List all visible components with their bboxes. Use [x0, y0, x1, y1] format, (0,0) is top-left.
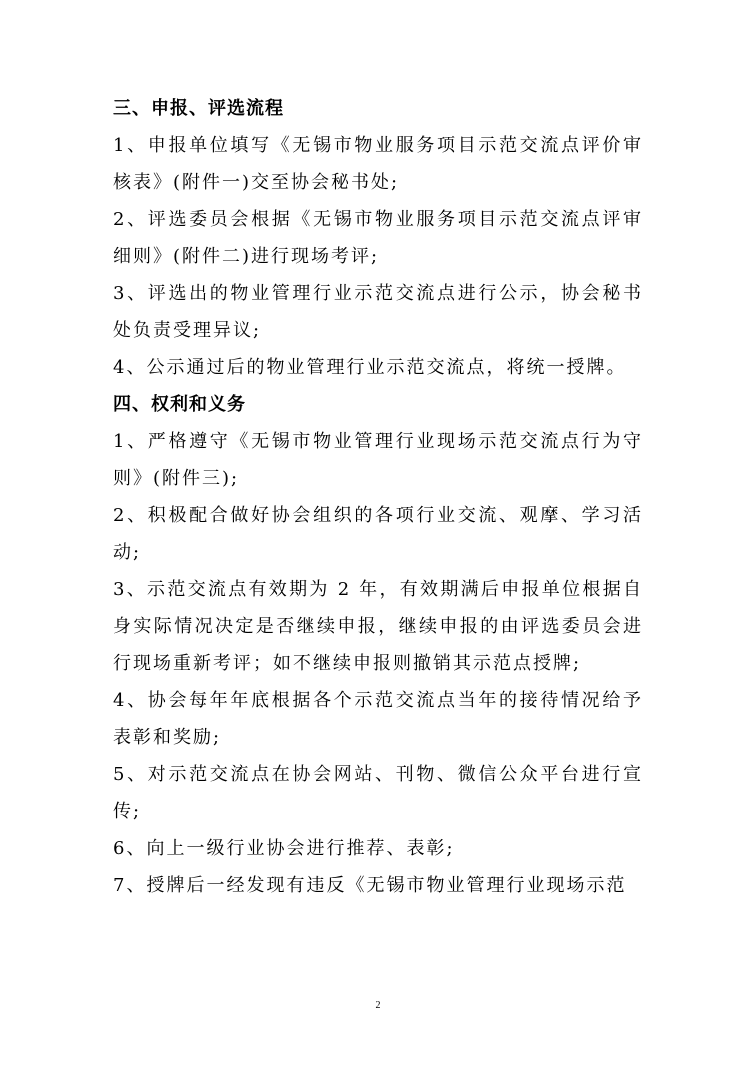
paragraph-process-4: 4、公示通过后的物业管理行业示范交流点，将统一授牌。	[113, 357, 627, 378]
paragraph-process-1: 1、申报单位填写《无锡市物业服务项目示范交流点评价审核表》(附件一)交至协会秘书处;	[113, 135, 643, 193]
paragraph-process-2: 2、评选委员会根据《无锡市物业服务项目示范交流点评审细则》(附件二)进行现场考评;	[113, 209, 643, 267]
page-number: 2	[375, 1000, 381, 1011]
paragraph-rights-3: 3、示范交流点有效期为 2 年，有效期满后申报单位根据自身实际情况决定是否继续申报，继续申报的由评选委员会进行现场重新考评；如不继续申报则撤销其示范点授牌;	[113, 579, 643, 674]
document-body	[113, 90, 643, 904]
paragraph-rights-7: 7、授牌后一经发现有违反《无锡市物业管理行业现场示范	[113, 875, 627, 896]
paragraph-rights-1: 1、严格遵守《无锡市物业管理行业现场示范交流点行为守则》(附件三);	[113, 431, 643, 489]
paragraph-rights-5: 5、对示范交流点在协会网站、刊物、微信公众平台进行宣传;	[113, 764, 643, 822]
section-heading-application-process: 三、申报、评选流程	[113, 98, 284, 119]
paragraph-rights-4: 4、协会每年年底根据各个示范交流点当年的接待情况给予表彰和奖励;	[113, 690, 643, 748]
section-heading-rights-obligations: 四、权利和义务	[113, 394, 246, 415]
paragraph-process-3: 3、评选出的物业管理行业示范交流点进行公示，协会秘书处负责受理异议;	[113, 283, 643, 341]
paragraph-rights-6: 6、向上一级行业协会进行推荐、表彰;	[113, 838, 455, 859]
paragraph-rights-2: 2、积极配合做好协会组织的各项行业交流、观摩、学习活动;	[113, 505, 643, 563]
